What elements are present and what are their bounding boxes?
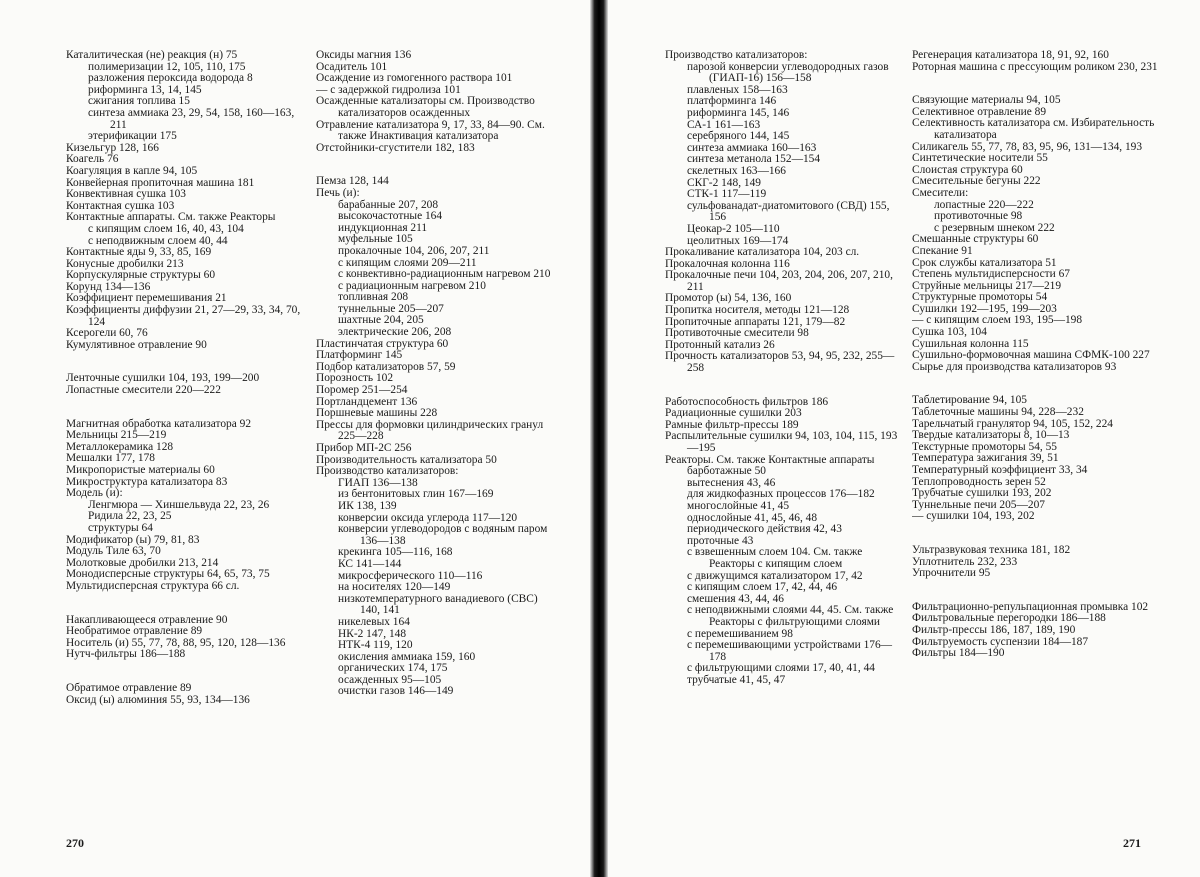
index-entry: Селективность катализатора см. Избирательность катализатора [912,117,1155,141]
index-entry: — с задержкой гидролиза 101 [316,83,461,96]
index-entry: Контактные яды 9, 33, 85, 169 [66,246,212,259]
index-entry: Фильтруемость суспензии 184—187 [912,635,1089,648]
index-entry: Связующие материалы 94, 105 [912,94,1061,107]
index-subentry: многослойные 41, 45 [687,499,790,512]
index-entry: Монодисперсные структуры 64, 65, 73, 75 [66,568,270,581]
index-subentry: электрические 206, 208 [338,326,452,339]
index-entry: Отравление катализатора 9, 17, 33, 84—90. См. также Инактивация катализатора [316,118,545,143]
index-subentry: с перемешиванием 98 [687,627,793,640]
index-entry: Температурный коэффициент 33, 34 [912,464,1088,476]
index-entry: Необратимое отравление 89 [66,625,203,638]
index-entry: Поромер 251—254 [316,384,408,397]
index-entry: Кизельгур 128, 166 [66,141,159,154]
index-subentry: разложения пероксида водорода 8 [88,72,253,85]
index-entry: Производство катализаторов: [665,50,808,61]
index-entry: Уплотнитель 232, 233 [912,555,1018,568]
page-number-right: 271 [1123,836,1141,850]
index-entry: Конвективная сушка 103 [66,188,186,201]
index-entry: Нутч-фильтры 186—188 [66,648,186,661]
index-subentry: барабанные 207, 208 [338,198,439,211]
index-entry: Портландцемент 136 [316,395,418,408]
index-subentry: с конвективно-радиационным нагревом 210 [338,268,551,281]
index-entry: Мельницы 215—219 [66,429,167,442]
letter-section-gap [66,661,302,683]
index-entry: — сушилки 104, 193, 202 [912,510,1035,523]
index-subentry: с взвешенным слоем 104. См. также Реакторы с кипящим слоем [687,546,863,570]
index-subentry: структуры 64 [88,521,153,534]
index-entry: Рамные фильтр-прессы 189 [665,418,799,431]
index-entry: Конусные дробилки 213 [66,257,184,270]
index-entry: Прокалочные печи 104, 203, 204, 206, 207, 210, 211 [665,269,893,293]
index-subentry: проточные 43 [687,534,754,547]
index-subentry: барботажные 50 [687,465,766,478]
letter-section-gap [66,593,302,615]
index-entry: Сырье для производства катализаторов 93 [912,360,1117,373]
index-column-4 [912,50,1174,850]
index-entry: Осаждение из гомогенного раствора 101 [316,72,513,85]
index-subentry: низкотемпературного ванадиевого (СВС) 140, 141 [338,592,538,617]
index-subentry: крекинга 105—116, 168 [338,546,453,559]
index-subentry: этерификации 175 [88,130,177,143]
index-entry: Таблетирование 94, 105 [912,394,1027,407]
index-entry: Прокалочная колонна 116 [665,257,790,270]
index-entry: Подбор катализаторов 57, 59 [316,360,456,373]
index-entry: Платформинг 145 [316,349,403,362]
index-subentry: конверсии оксида углерода 117—120 [338,511,518,524]
index-entry: Контактная сушка 103 [66,199,175,212]
index-subentry: с фильтрующими слоями 17, 40, 41, 44 [687,662,875,675]
index-entry: Срок службы катализатора 51 [912,256,1057,269]
index-entry: Металлокерамика 128 [66,440,174,453]
index-subentry: НК-2 147, 148 [338,627,407,640]
index-subentry: Ридила 22, 23, 25 [88,510,172,523]
index-entry: Радиационные сушилки 203 [665,407,802,420]
index-entry: Производительность катализатора 50 [316,453,497,466]
index-entry: Степень мультидисперсности 67 [912,268,1070,281]
index-entry: Ультразвуковая техника 181, 182 [912,543,1071,556]
index-entry: Прибор МП-2С 256 [316,442,412,454]
index-subentry: с неподвижным слоем 40, 44 [88,234,228,247]
letter-section-gap [912,523,1174,545]
index-entry: Сушильная колонна 115 [912,337,1029,350]
index-entry: Лопастные смесители 220—222 [66,384,221,397]
index-subentry: скелетных 163—166 [687,164,786,177]
index-subentry: с неподвижными слоями 44, 45. См. также Реакторы с фильтрующими слоями [687,604,894,628]
index-entry: Фильтрационно-репульпационная промывка 102 [912,600,1149,613]
index-entry: Упрочнители 95 [912,567,991,580]
index-subentry: серебряного 144, 145 [687,130,790,143]
letter-section-gap [912,373,1174,395]
index-entry: Сушильно-формовочная машина СФМК-100 227 [912,349,1150,362]
index-entry: Микроструктура катализатора 83 [66,475,228,488]
index-entry: Туннельные печи 205—207 [912,498,1045,511]
letter-section-gap [316,154,554,176]
index-subentry: с движущимся катализатором 17, 42 [687,569,863,582]
index-entry: Пропитка носителя, методы 121—128 [665,304,850,317]
index-subentry: парозой конверсии углеводородных газов (ГИАП-16) 156—158 [687,60,889,85]
index-subentry: очистки газов 146—149 [338,685,454,698]
letter-section-gap [912,580,1174,602]
index-subentry: вытеснения 43, 46 [687,476,776,489]
index-subentry: синтеза аммиака 23, 29, 54, 158, 160—163, 211 [88,106,295,131]
index-subentry: из бентонитовых глин 167—169 [338,488,494,501]
index-entry: Фильтр-прессы 186, 187, 189, 190 [912,623,1076,636]
index-subentry: цеолитных 169—174 [687,234,789,247]
index-subentry: полимеризации 12, 105, 110, 175 [88,60,246,73]
index-subentry: синтеза метанола 152—154 [687,153,821,166]
index-subentry: ИК 138, 139 [338,499,397,512]
index-column-3 [665,50,901,850]
index-subentry: с перемешивающими устройствами 176—178 [687,639,893,663]
index-entry: Микропористые материалы 60 [66,464,215,476]
index-entry: Конвейерная пропиточная машина 181 [66,176,255,189]
index-entry: Каталитическая (не) реакция (н) 75 [66,50,238,61]
index-subentry: с кипящим слоями 209—211 [338,256,477,269]
index-subentry: туннельные 205—207 [338,302,444,315]
index-entry: Ксерогели 60, 76 [66,327,148,340]
book-gutter [590,0,608,877]
letter-section-gap [912,73,1174,95]
index-subentry: противоточные 98 [934,210,1023,223]
index-entry: Силикагель 55, 77, 78, 83, 95, 96, 131—134, 193 [912,140,1143,153]
index-entry: Протонный катализ 26 [665,338,775,351]
index-subentry: платформинга 146 [687,95,777,108]
index-subentry: конверсии углеводородов с водяным паром 136—138 [338,523,548,547]
index-entry: Сушилки 192—195, 199—203 [912,302,1057,315]
index-subentry: с кипящим слоем 17, 42, 44, 46 [687,581,838,594]
index-entry: Регенерация катализатора 18, 91, 92, 160 [912,50,1109,61]
index-column-1 [66,50,302,850]
index-entry: Оксид (ы) алюминия 55, 93, 134—136 [66,693,250,706]
index-entry: Реакторы. См. также Контактные аппараты [665,453,875,466]
index-subentry: плавленых 158—163 [687,83,788,96]
index-entry: Текстурные промоторы 54, 55 [912,440,1057,453]
index-entry: Мешалки 177, 178 [66,452,155,465]
index-entry: Коагуляция в капле 94, 105 [66,164,198,177]
index-subentry: с радиационным нагревом 210 [338,279,486,292]
index-entry: Пропиточные аппараты 121, 179—82 [665,315,846,328]
index-entry: Распылительные сушилки 94, 103, 104, 115, 193—195 [665,430,898,454]
index-entry: Роторная машина с прессующим роликом 230, 231 [912,60,1158,73]
index-entry: Носитель (и) 55, 77, 78, 88, 95, 120, 128—136 [66,636,286,649]
index-entry: Осадитель 101 [316,60,388,73]
index-entry: Накапливающееся отравление 90 [66,613,228,626]
index-subentry: Ленгмюра — Хиншельвуда 22, 23, 26 [88,498,270,511]
index-entry: Обратимое отравление 89 [66,681,192,694]
index-subentry: КС 141—144 [338,557,402,570]
index-entry: Порозность 102 [316,372,394,385]
index-subentry: НТК-4 119, 120 [338,639,413,652]
index-subentry: высокочастотные 164 [338,210,443,223]
index-subentry: однослойные 41, 45, 46, 48 [687,511,818,524]
index-entry: Осажденные катализаторы см. Производство катализаторов осажденных [316,95,535,119]
index-subentry: трубчатые 41, 45, 47 [687,673,786,686]
index-entry: Модификатор (ы) 79, 81, 83 [66,533,200,546]
index-subentry: прокалочные 104, 206, 207, 211 [338,244,490,257]
index-entry: Оксиды магния 136 [316,50,412,61]
index-subentry: органических 174, 175 [338,662,448,675]
index-entry: Таблеточные машины 94, 228—232 [912,406,1084,419]
letter-section-gap [66,397,302,419]
index-subentry: СКГ-2 148, 149 [687,176,761,189]
index-subentry: риформинга 145, 146 [687,106,790,119]
index-entry: Молотковые дробилки 213, 214 [66,556,219,569]
index-entry: Модуль Тиле 63, 70 [66,545,161,558]
index-entry: Коэффициенты диффузии 21, 27—29, 33, 34, 70, 124 [66,304,301,328]
index-entry: — с кипящим слоем 193, 195—198 [912,314,1083,327]
index-entry: Сушка 103, 104 [912,326,987,339]
index-entry: Смешанные структуры 60 [912,233,1039,246]
index-entry: Корпускулярные структуры 60 [66,269,216,282]
index-entry: Модель (и): [66,487,123,500]
index-subentry: топливная 208 [338,291,409,304]
index-subentry: смешения 43, 44, 46 [687,592,784,605]
index-subentry: ГИАП 136—138 [338,476,418,489]
index-entry: Противоточные смесители 98 [665,327,809,340]
index-subentry: микросферического 110—116 [338,569,483,582]
index-subentry: периодического действия 42, 43 [687,523,842,536]
index-subentry: сжигания топлива 15 [88,95,190,108]
index-entry: Струйные мельницы 217—219 [912,279,1062,292]
index-entry: Контактные аппараты. См. также Реакторы [66,211,276,224]
index-subentry: СТК-1 117—119 [687,188,767,201]
index-entry: Фильтры 184—190 [912,647,1005,660]
index-entry: Печь (и): [316,186,360,199]
index-subentry: окисления аммиака 159, 160 [338,650,476,663]
index-subentry: шахтные 204, 205 [338,314,424,327]
index-entry: Прессы для формовки цилиндрических гранул 225—228 [316,418,544,443]
index-subentry: осажденных 95—105 [338,673,442,686]
index-entry: Работоспособность фильтров 186 [665,395,829,408]
index-entry: Ленточные сушилки 104, 193, 199—200 [66,372,260,385]
page-number-left: 270 [66,836,84,850]
index-subentry: индукционная 211 [338,221,428,234]
index-entry: Отстойники-сгустители 182, 183 [316,141,475,154]
index-entry: Тарельчатый гранулятор 94, 105, 152, 224 [912,417,1113,430]
index-subentry: муфельные 105 [338,233,413,246]
letter-section-gap [665,375,901,397]
index-column-2 [316,50,554,850]
letter-section-gap [66,351,302,373]
index-entry: Мультидисперсная структура 66 сл. [66,579,240,592]
index-entry: Слоистая структура 60 [912,163,1023,176]
index-entry: Производство катализаторов: [316,465,459,478]
index-entry: Магнитная обработка катализатора 92 [66,417,252,430]
index-entry: Поршневые машины 228 [316,407,438,420]
index-subentry: лопастные 220—222 [934,198,1034,211]
index-entry: Кумулятивное отравление 90 [66,338,207,351]
index-subentry: сульфованадат-диатомитового (СВД) 155, 156 [687,199,890,224]
index-entry: Прочность катализаторов 53, 94, 95, 232, 255—258 [665,350,895,375]
index-subentry: риформинга 13, 14, 145 [88,83,202,96]
index-subentry: на носителях 120—149 [338,581,451,594]
index-entry: Трубчатые сушилки 193, 202 [912,487,1052,500]
index-subentry: с кипящим слоем 16, 40, 43, 104 [88,222,244,235]
index-entry: Пластинчатая структура 60 [316,337,449,350]
index-subentry: никелевых 164 [338,615,410,628]
index-entry: Прокаливание катализатора 104, 203 сл. [665,246,860,259]
index-entry: Промотор (ы) 54, 136, 160 [665,292,792,305]
index-subentry: синтеза аммиака 160—163 [687,141,817,154]
index-entry: Коэффициент перемешивания 21 [66,292,227,305]
index-entry: Коагель 76 [66,153,119,166]
index-entry: Теплопроводность зерен 52 [912,475,1046,488]
index-subentry: СА-1 161—163 [687,118,761,131]
index-entry: Синтетические носители 55 [912,152,1048,165]
index-entry: Фильтровальные перегородки 186—188 [912,612,1106,625]
index-entry: Спекание 91 [912,244,973,257]
index-subentry: для жидкофазных процессов 176—182 [687,488,875,501]
index-subentry: с резервным шнеком 222 [934,221,1055,234]
index-entry: Температура зажигания 39, 51 [912,452,1059,465]
index-entry: Твердые катализаторы 8, 10—13 [912,429,1070,442]
index-entry: Структурные промоторы 54 [912,291,1048,304]
index-entry: Смесительные бегуны 222 [912,175,1041,188]
index-entry: Селективное отравление 89 [912,105,1047,118]
index-entry: Смесители: [912,186,969,199]
index-subentry: Цеокар-2 105—110 [687,222,780,235]
index-entry: Корунд 134—136 [66,280,151,293]
index-entry: Пемза 128, 144 [316,175,389,188]
